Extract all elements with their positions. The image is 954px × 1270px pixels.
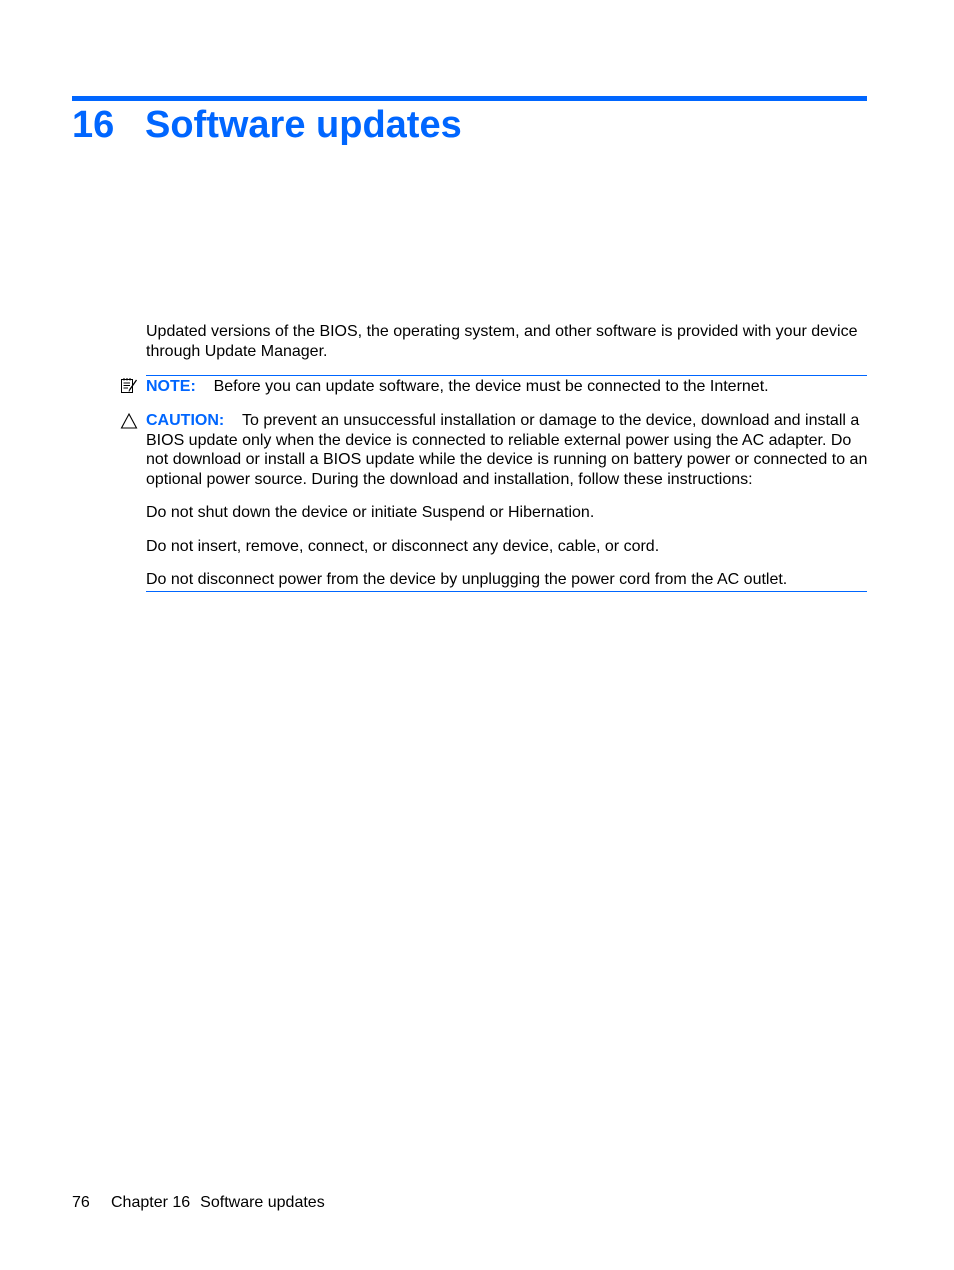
intro-paragraph: Updated versions of the BIOS, the operating system, and other software is provided with your device through Update Manager. bbox=[146, 323, 858, 360]
caution-instruction: Do not insert, remove, connect, or disconnect any device, cable, or cord. bbox=[146, 538, 660, 555]
caution-instruction: Do not shut down the device or initiate Suspend or Hibernation. bbox=[146, 504, 595, 521]
caution-text: To prevent an unsuccessful installation or damage to the device, download and install a BIOS update only when the device is connected to reliable external power using the AC adapter. Do not download or install a BIOS update while the device is running on battery power or connected to an optional power source. During the download and installation, follow these instructions: bbox=[146, 412, 868, 488]
footer-chapter-label: Chapter 16 bbox=[111, 1194, 191, 1211]
chapter-heading bbox=[72, 100, 462, 150]
note-icon bbox=[120, 377, 138, 395]
caution-block bbox=[146, 411, 868, 489]
chapter-number: 16 bbox=[72, 104, 115, 146]
page-number: 76 bbox=[72, 1194, 90, 1211]
caution-instruction: Do not disconnect power from the device by unplugging the power cord from the AC outlet. bbox=[146, 570, 867, 592]
chapter-title: Software updates bbox=[145, 104, 462, 146]
note-block bbox=[146, 375, 867, 397]
page-footer bbox=[72, 1193, 325, 1213]
note-text: Before you can update software, the device must be connected to the Internet. bbox=[213, 378, 769, 395]
caution-label: CAUTION: bbox=[146, 412, 225, 429]
footer-chapter-title: Software updates bbox=[200, 1194, 325, 1211]
caution-icon bbox=[120, 412, 138, 430]
note-label: NOTE: bbox=[146, 378, 196, 395]
